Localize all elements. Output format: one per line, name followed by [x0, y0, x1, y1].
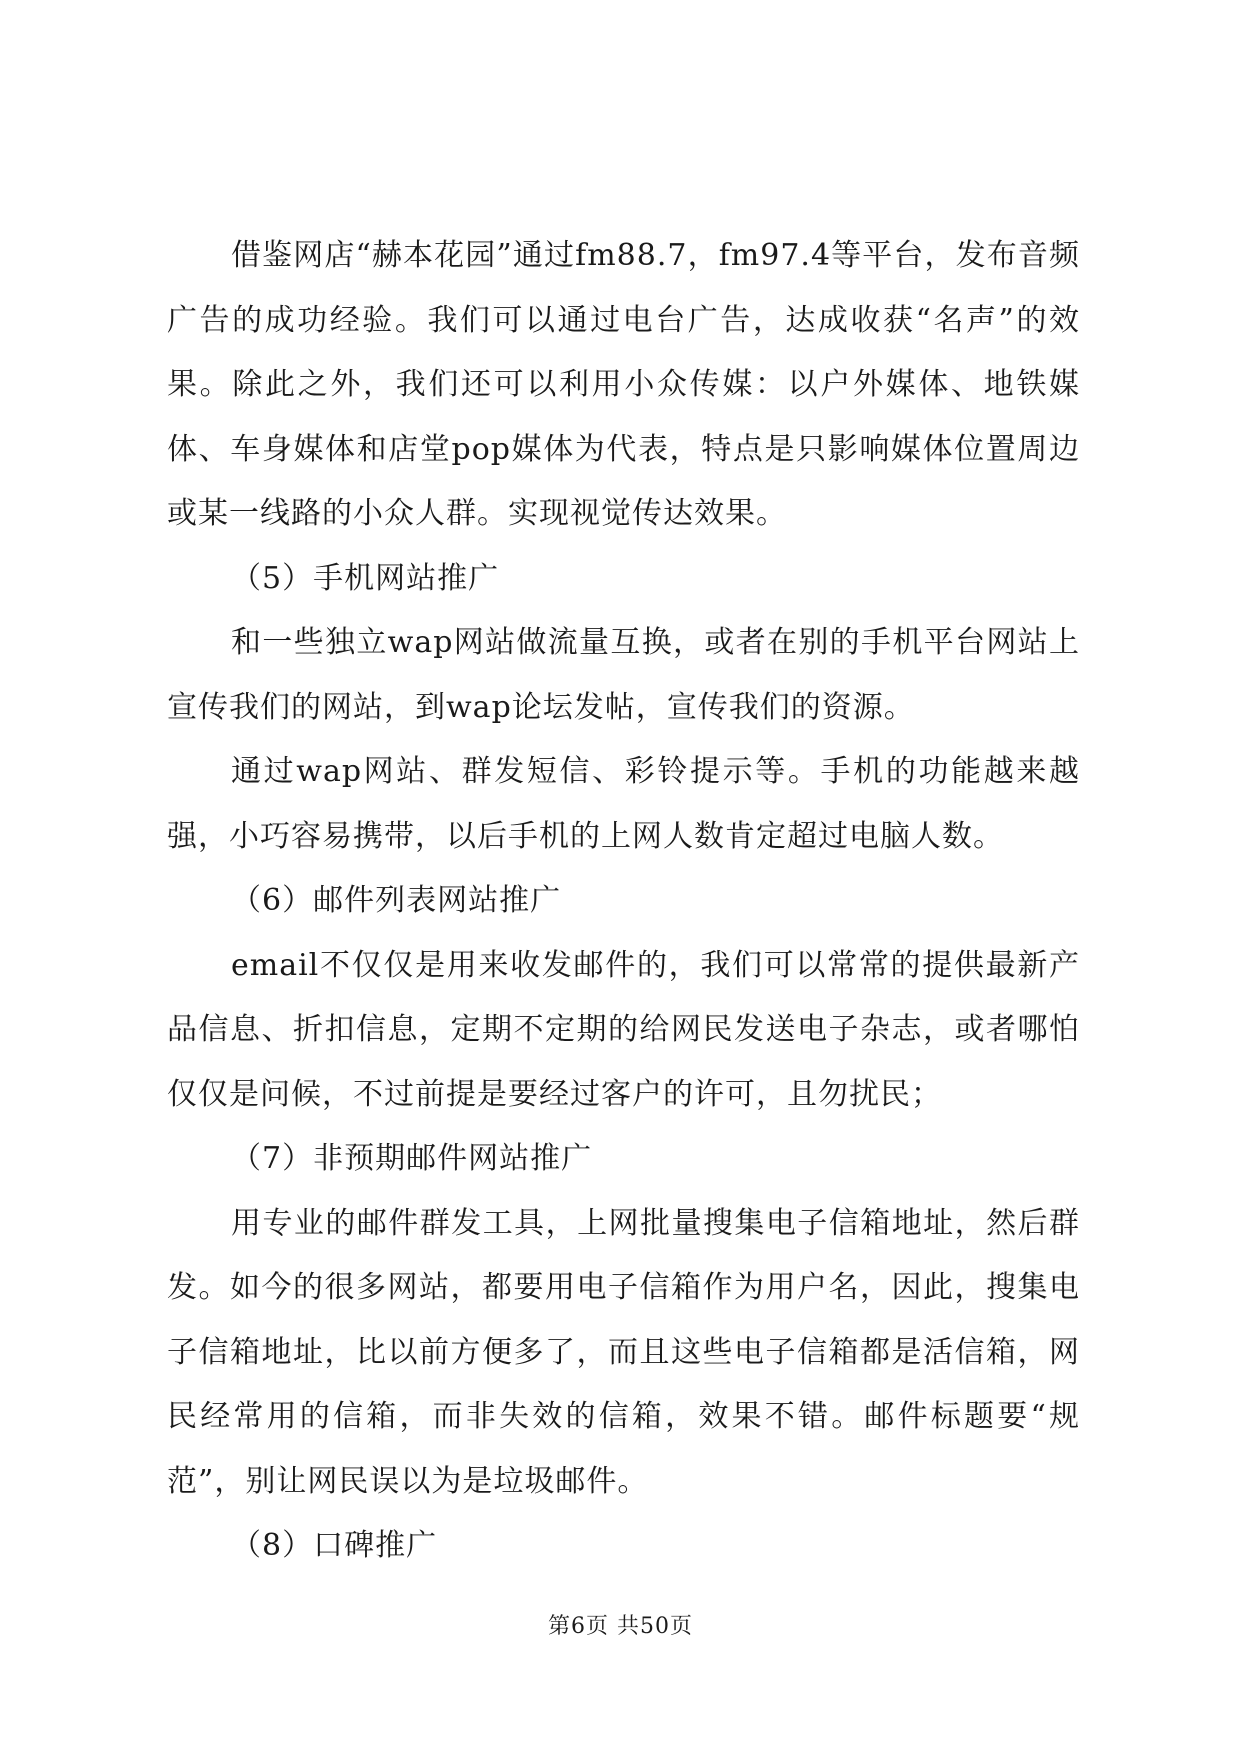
section-heading-word-of-mouth: （8）口碑推广	[231, 1528, 438, 1563]
document-body	[167, 224, 1080, 1579]
section-heading-unsolicited-email: （7）非预期邮件网站推广	[231, 1141, 593, 1176]
paragraph-wap-exchange: 和一些独立wap网站做流量互换，或者在别的手机平台网站上宣传我们的网站，到wap论坛发帖，宣传我们的资源。	[167, 625, 1080, 725]
paragraph-mass-email: 用专业的邮件群发工具，上网批量搜集电子信箱地址，然后群发。如今的很多网站，都要用电子信箱作为用户名，因此，搜集电子信箱地址，比以前方便多了，而且这些电子信箱都是活信箱，网民经常用的信箱，而非失效的信箱，效果不错。邮件标题要“规范”，别让网民误以为是垃圾邮件。	[167, 1205, 1080, 1499]
page-footer: 第6页 共50页	[548, 1614, 693, 1639]
paragraph-wap-sms: 通过wap网站、群发短信、彩铃提示等。手机的功能越来越强，小巧容易携带，以后手机的上网人数肯定超过电脑人数。	[167, 754, 1080, 854]
section-heading-mobile-promotion: （5）手机网站推广	[231, 560, 500, 596]
section-heading-mailing-list: （6）邮件列表网站推广	[231, 883, 562, 918]
paragraph-email-marketing: email不仅仅是用来收发邮件的，我们可以常常的提供最新产品信息、折扣信息，定期不定期的给网民发送电子杂志，或者哪怕仅仅是问候，不过前提是要经过客户的许可，且勿扰民；	[167, 947, 1080, 1112]
paragraph-radio-ads: 借鉴网店“赫本花园”通过fm88.7，fm97.4等平台，发布音频广告的成功经验。我们可以通过电台广告，达成收获“名声”的效果。除此之外，我们还可以利用小众传媒：以户外媒体、地铁媒体、车身媒体和店堂pop媒体为代表，特点是只影响媒体位置周边或某一线路的小众人群。实现视觉传达效果。	[167, 238, 1080, 531]
